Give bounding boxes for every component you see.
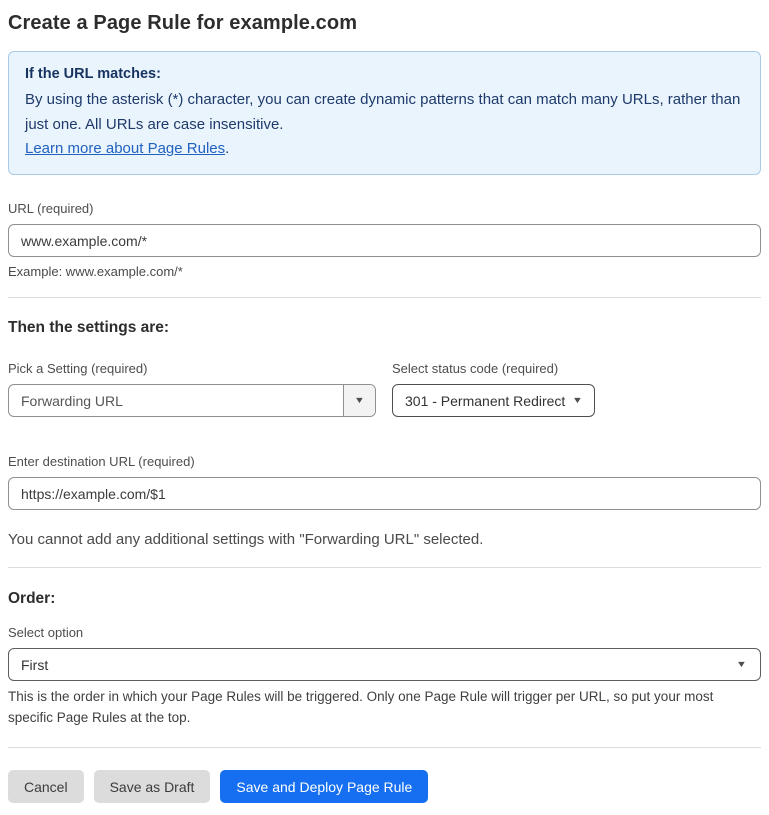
info-link-line: [25, 137, 744, 161]
order-field-group: [8, 625, 761, 729]
setting-select-arrow-segment[interactable]: [343, 385, 375, 416]
setting-select[interactable]: [8, 384, 376, 417]
info-box-body: By using the asterisk (*) character, you can create dynamic patterns that can match many URLs, rather than just one. All URLs are case insensitive.: [25, 91, 741, 133]
url-label: URL (required): [8, 201, 94, 217]
info-box-heading: If the URL matches:: [25, 66, 161, 82]
divider: [8, 567, 761, 568]
divider: [8, 297, 761, 298]
destination-label: Enter destination URL (required): [8, 454, 195, 470]
forwarding-url-note: You cannot add any additional settings with "Forwarding URL" selected.: [8, 531, 484, 549]
status-code-group: [392, 361, 595, 417]
destination-field-group: [8, 454, 761, 510]
url-match-info-box: [8, 51, 761, 175]
chevron-down-icon: ▼: [735, 659, 748, 670]
link-suffix-period: .: [225, 140, 230, 158]
action-button-row: [8, 770, 761, 815]
order-heading: Order:: [8, 590, 56, 608]
cancel-button[interactable]: Cancel: [8, 770, 84, 803]
url-example-helper: Example: www.example.com/*: [8, 264, 183, 280]
chevron-down-icon: ▼: [353, 395, 366, 406]
learn-more-link[interactable]: Learn more about Page Rules: [25, 140, 226, 158]
url-input[interactable]: [8, 224, 761, 257]
pick-setting-label: Pick a Setting (required): [8, 361, 148, 377]
setting-select-value: Forwarding URL: [21, 392, 123, 409]
url-field-group: [8, 201, 761, 279]
chevron-down-icon: ▼: [572, 395, 584, 406]
status-code-label: Select status code (required): [392, 361, 559, 377]
settings-row: [8, 361, 761, 417]
divider: [8, 747, 761, 748]
order-select-label: Select option: [8, 625, 84, 641]
order-select-value: First: [21, 656, 49, 673]
status-code-value: 301 - Permanent Redirect: [405, 392, 566, 409]
order-helper-text: This is the order in which your Page Rules will be triggered. Only one Page Rule will trigger per URL, so put your most specific Page Rules at the top.: [8, 689, 714, 726]
save-and-deploy-button[interactable]: Save and Deploy Page Rule: [220, 770, 428, 803]
pick-setting-group: [8, 361, 376, 417]
save-as-draft-button[interactable]: Save as Draft: [94, 770, 211, 803]
status-code-select[interactable]: [392, 384, 595, 417]
settings-heading: Then the settings are:: [8, 319, 170, 337]
destination-input[interactable]: [8, 477, 761, 510]
order-select[interactable]: [8, 648, 761, 681]
page-title: Create a Page Rule for example.com: [8, 12, 358, 34]
